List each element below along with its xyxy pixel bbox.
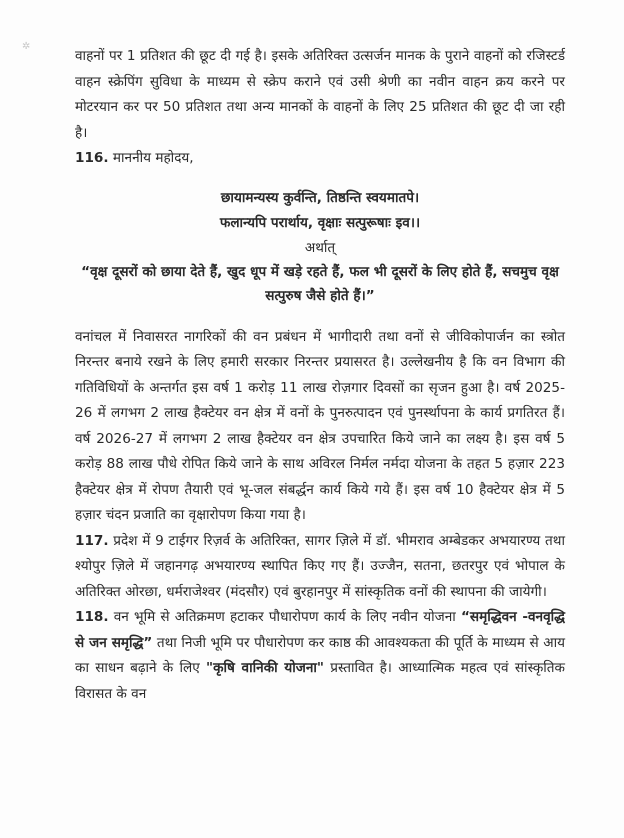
scheme-name-krishi-vaniki: "कृषि वानिकी योजना" bbox=[206, 660, 324, 676]
scheme-name-samriddhivan: “समृद्धिवन -वनवृद्धि से जन समृद्धि” bbox=[75, 609, 566, 651]
paragraph-number-118: 118. bbox=[75, 609, 109, 625]
document-body bbox=[75, 44, 565, 707]
paragraph-116 bbox=[75, 146, 565, 172]
shloka-translation-quote: “वृक्ष दूसरों को छाया देते हैं, खुद धूप में खड़े रहते हैं, फल भी दूसरों के लिए होते हैं, सचमुच वृक्ष सत्पुरुष जैसे होते हैं।” bbox=[81, 263, 559, 304]
paragraph-continued: वाहनों पर 1 प्रतिशत की छूट दी गई है। इसके अतिरिक्त उत्सर्जन मानक के पुराने वाहनों को रजिस्टर्ड वाहन स्क्रेपिंग सुविधा के माध्यम से स्क्रेप कराने एवं उसी श्रेणी का नवीन वाहन क्रय करने पर मोटरयान कर पर 50 प्रतिशत तथा अन्य मानकों के वाहनों के लिए 25 प्रतिशत की छूट दी जा रही है। bbox=[75, 48, 565, 141]
paragraph-117 bbox=[75, 529, 565, 606]
paragraph-number-116: 116. bbox=[75, 150, 109, 166]
paragraph-118-text-b: तथा निजी भूमि पर पौधारोपण कर काष्ठ की आवश्यकता की पूर्ति के माध्यम से आय का साधन बढ़ाने के लिए bbox=[75, 634, 565, 676]
paragraph-number-117: 117. bbox=[75, 532, 109, 549]
sanskrit-shloka bbox=[75, 186, 565, 236]
paragraph-forest-management: वनांचल में निवासरत नागरिकों की वन प्रबंधन में भागीदारी तथा वनों से जीविकोपार्जन का स्त्रोत निरन्तर बनाये रखने के लिए हमारी सरकार निरन्तर प्रयासरत है। उल्लेखनीय है कि वन विभाग की गतिविधियों के अन्तर्गत इस वर्ष 1 करोड़ 11 लाख रोज़गार दिवसों का सृजन हुआ है। वर्ष 2025-26 में लगभग 2 लाख हैक्टेयर वन क्षेत्र में वनों के पुनरुत्पादन एवं पुनर्स्थापना के कार्य प्रगतिरत हैं। वर्ष 2026-27 में लगभग 2 लाख हैक्टेयर वन क्षेत्र उपचारित किये जाने का लक्ष्य है। इस वर्ष 5 करोड़ 88 लाख पौधे रोपित किये जाने के साथ अविरल निर्मल नर्मदा योजना के तहत 5 हज़ार 223 हैक्टेयर क्षेत्र में रोपण तैयारी एवं भू-जल संबर्द्धन कार्य किये गये हैं। इस वर्ष 10 हैक्टेयर क्षेत्र में 5 हज़ार चंदन प्रजाति का वृक्षारोपण किया गया है। bbox=[75, 328, 565, 523]
shloka-line-1: छायामन्यस्य कुर्वन्ति, तिष्ठन्ति स्वयमातपे। bbox=[220, 189, 420, 206]
paragraph-118 bbox=[75, 605, 565, 707]
paragraph-117-text: प्रदेश में 9 टाईगर रिज़र्व के अतिरिक्त, सागर ज़िले में डॉ. भीमराव अम्बेडकर अभयारण्य तथा श्योपुर ज़िले में जहानगढ़ अभयारण्य स्थापित किए गए हैं। उज्जैन, सतना, छतरपुर एवं भोपाल के अतिरिक्त ओरछा, धर्मराजेश्वर (मंदसौर) एवं बुरहानपुर में सांस्कृतिक वनों की स्थापना की जायेगी। bbox=[75, 532, 565, 600]
spacer bbox=[75, 308, 565, 325]
shloka-line-2: फलान्यपि परार्थाय, वृक्षाः सत्पुरूषाः इव।। bbox=[219, 214, 421, 231]
paragraph-118-text-a: वन भूमि से अतिक्रमण हटाकर पौधारोपण कार्य के लिए नवीन योजना bbox=[113, 609, 461, 625]
salutation-text: माननीय महोदय, bbox=[112, 150, 194, 166]
paragraph-118-text-c: प्रस्तावित है। आध्यात्मिक महत्व एवं सांस्कृतिक विरासत के वन bbox=[75, 660, 565, 702]
meaning-label: अर्थात् bbox=[304, 239, 336, 256]
scan-smudge-mark: ✲ bbox=[22, 41, 31, 52]
